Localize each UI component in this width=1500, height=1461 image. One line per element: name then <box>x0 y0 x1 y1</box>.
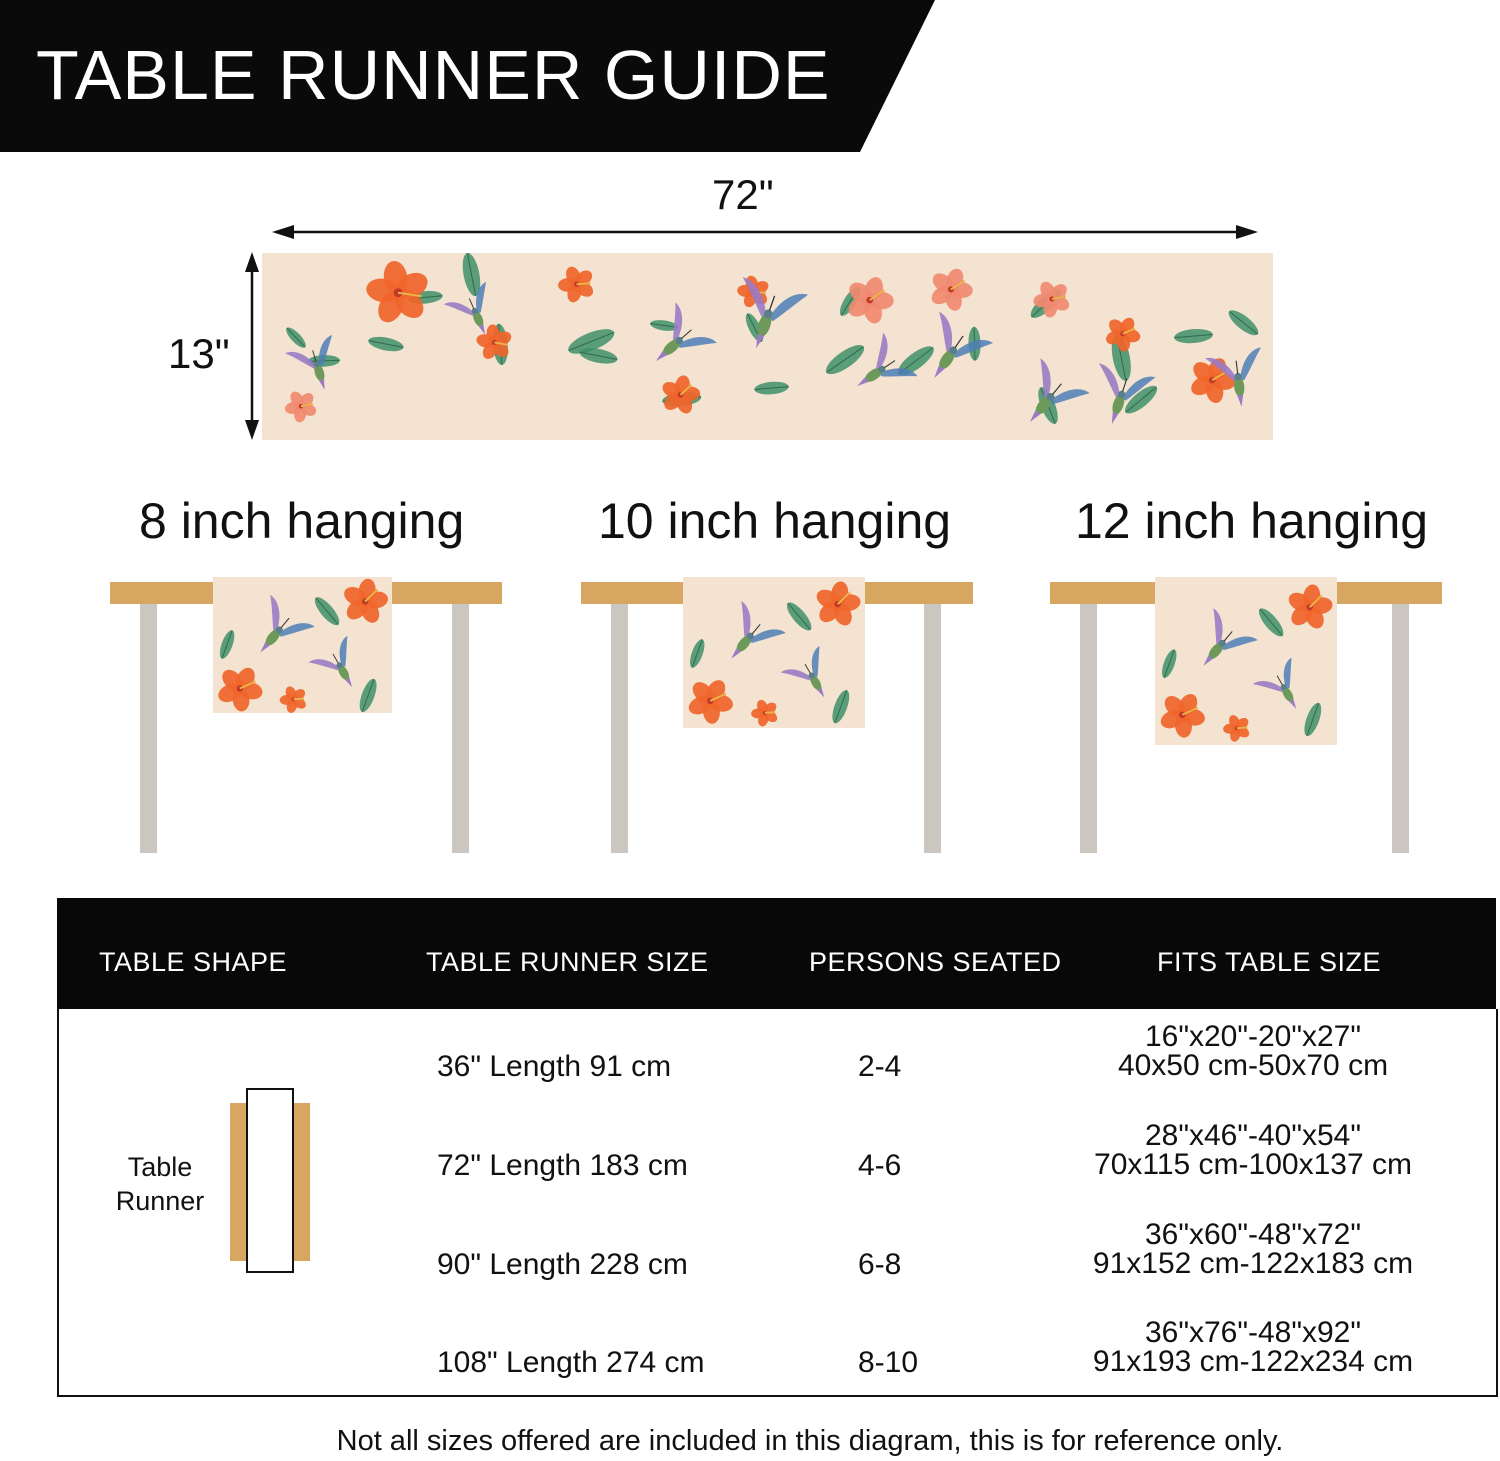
table-shape-label <box>100 1150 220 1218</box>
row3-persons: 6-8 <box>858 1248 902 1281</box>
reference-note: Not all sizes offered are included in this diagram, this is for reference only. <box>336 1425 1284 1457</box>
table-leg <box>611 604 628 853</box>
header-runner-size: TABLE RUNNER SIZE <box>426 947 709 977</box>
leaf-icon <box>1159 648 1179 680</box>
row4-fits-cm: 91x193 cm-122x234 cm <box>1092 1345 1414 1378</box>
hummingbird-icon <box>779 646 843 710</box>
hummingbird-icon <box>284 335 347 398</box>
leaf-icon <box>754 380 789 395</box>
hibiscus-flower-icon <box>1024 272 1079 327</box>
runner-length-label: 72" <box>712 171 774 218</box>
leaf-icon <box>217 629 237 661</box>
hanging-runner-8 <box>213 577 392 713</box>
table-shape-label-line2: Runner <box>115 1186 205 1216</box>
leaf-icon <box>283 325 308 351</box>
hanging-8-label: 8 inch hanging <box>139 493 465 549</box>
hanging-runner-10 <box>683 577 865 728</box>
hummingbird-icon <box>1005 355 1090 440</box>
hibiscus-flower-icon <box>683 669 743 728</box>
header-fits-table-size: FITS TABLE SIZE <box>1157 947 1382 977</box>
hibiscus-flower-icon <box>273 679 313 713</box>
leaf-icon <box>356 677 380 713</box>
row3-fits-inches: 36"x60"-48"x72" <box>1144 1218 1362 1251</box>
leaf-icon <box>687 638 707 670</box>
table-shape-label-line1: Table <box>127 1152 193 1182</box>
row3-runner-size: 90" Length 228 cm <box>437 1248 688 1281</box>
hanging-10-label: 10 inch hanging <box>598 493 952 549</box>
leaf-icon <box>822 340 868 379</box>
table-leg <box>1080 604 1097 853</box>
header-persons-seated: PERSONS SEATED <box>809 947 1062 977</box>
row1-runner-size: 36" Length 91 cm <box>437 1050 672 1083</box>
hummingbird-icon <box>635 300 716 381</box>
leaf-icon <box>367 334 405 354</box>
length-dimension-arrow-icon <box>270 220 1260 244</box>
table-runner-shape-icon <box>228 1087 312 1275</box>
hibiscus-flower-icon <box>469 317 519 368</box>
hibiscus-flower-icon <box>277 383 325 430</box>
hibiscus-flower-icon <box>656 371 706 419</box>
leaf-icon <box>1225 306 1262 339</box>
leaf-icon <box>311 594 343 629</box>
row1-fits-cm: 40x50 cm-50x70 cm <box>1117 1049 1389 1082</box>
row1-fits-inches: 16"x20"-20"x27" <box>1144 1020 1362 1053</box>
hummingbird-icon <box>709 598 786 675</box>
row2-runner-size: 72" Length 183 cm <box>437 1149 688 1182</box>
leaf-icon <box>783 599 815 634</box>
leaf-icon <box>829 688 853 725</box>
row3-fits-cm: 91x152 cm-122x183 cm <box>1092 1247 1414 1280</box>
runner-width-label: 13" <box>168 330 230 377</box>
table-runner-image <box>262 253 1273 440</box>
leaf-icon <box>1255 605 1287 640</box>
row1-fits-size <box>1043 1022 1463 1080</box>
header-table-shape: TABLE SHAPE <box>99 947 288 977</box>
row4-persons: 8-10 <box>858 1346 919 1379</box>
hanging-8-illustration <box>110 577 502 855</box>
row3-fits-size <box>1043 1220 1463 1278</box>
row4-fits-inches: 36"x76"-48"x92" <box>1144 1316 1362 1349</box>
page-title: TABLE RUNNER GUIDE <box>36 36 831 114</box>
row2-fits-size <box>1043 1121 1463 1179</box>
table-leg <box>1392 604 1409 853</box>
row4-runner-size: 108" Length 274 cm <box>437 1346 705 1379</box>
width-dimension-arrow-icon <box>240 250 264 442</box>
hibiscus-flower-icon <box>549 257 603 311</box>
hummingbird-icon <box>307 636 371 700</box>
hibiscus-flower-icon <box>921 261 980 319</box>
table-leg <box>924 604 941 853</box>
hanging-10-illustration <box>581 577 973 855</box>
hibiscus-flower-icon <box>745 693 785 728</box>
table-leg <box>452 604 469 853</box>
hummingbird-icon <box>1181 605 1258 682</box>
hanging-12-label: 12 inch hanging <box>1075 493 1429 549</box>
hummingbird-icon <box>238 592 315 669</box>
hibiscus-flower-icon <box>1155 683 1215 745</box>
hummingbird-icon <box>1251 658 1315 722</box>
hibiscus-flower-icon <box>810 577 865 631</box>
leaf-icon <box>1174 328 1214 345</box>
hibiscus-flower-icon <box>1217 708 1257 745</box>
table-leg <box>140 604 157 853</box>
row2-persons: 4-6 <box>858 1149 902 1182</box>
hibiscus-flower-icon <box>1282 580 1337 634</box>
row2-fits-cm: 70x115 cm-100x137 cm <box>1094 1148 1412 1181</box>
row4-fits-size <box>1043 1318 1463 1376</box>
hanging-runner-12 <box>1155 577 1337 745</box>
row1-persons: 2-4 <box>858 1050 902 1083</box>
hibiscus-flower-icon <box>337 577 392 629</box>
hibiscus-flower-icon <box>213 656 273 713</box>
leaf-icon <box>1301 701 1325 738</box>
row2-fits-inches: 28"x46"-40"x54" <box>1144 1119 1362 1152</box>
hanging-12-illustration <box>1050 577 1442 855</box>
